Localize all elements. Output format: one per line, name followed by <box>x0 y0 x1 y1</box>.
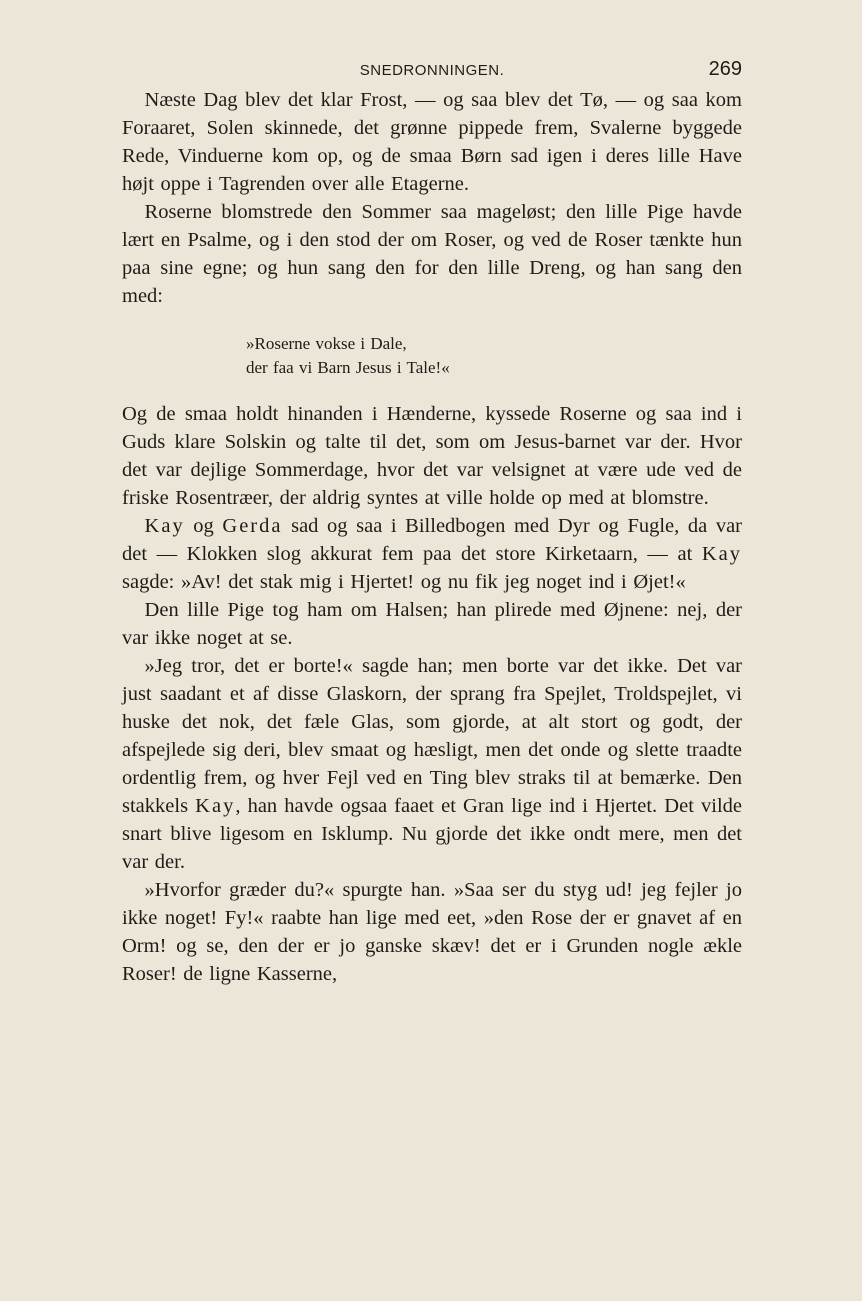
running-title: SNEDRONNINGEN. <box>359 62 505 79</box>
running-head <box>122 0 742 86</box>
page-number: 269 <box>708 58 742 80</box>
paragraph-4-og: og <box>184 515 223 537</box>
paragraph-6-end: , han havde ogsaa faaet et Gran lige ind i Hjertet. Det vilde snart blive ligesom en Isklump. Nu gjorde det ikke ondt mere, men det var der. <box>122 795 743 873</box>
verse-line-2: der faa vi Barn Jesus i Tale!« <box>246 358 450 377</box>
name-kay: Kay <box>144 515 185 537</box>
paragraph-7: »Hvorfor græder du?« spurgte han. »Saa ser du styg ud! jeg fejler jo ikke noget! Fy!« raabte han lige med eet, »den Rose der er gnavet af en Orm! og se, den der er jo ganske skæv! det er i Grunden nogle ækle Roser! de ligne Kasserne, <box>122 879 742 985</box>
paragraph-4-end: sagde: »Av! det stak mig i Hjertet! og nu fik jeg noget ind i Øjet!« <box>122 571 686 593</box>
paragraph-4-mid: sad og saa i Billedbogen med Dyr og Fugle, da var det — Klokken slog akkurat fem paa det store Kirketaarn, — at <box>122 515 742 565</box>
paragraph-6 <box>122 652 742 876</box>
verse-line-1: »Roserne vokse i Dale, <box>246 334 407 353</box>
name-gerda: Gerda <box>222 515 283 537</box>
body-text <box>122 86 742 988</box>
paragraph-1: Næste Dag blev det klar Frost, — og saa blev det Tø, — og saa kom Foraaret, Solen skinnede, det grønne pippede frem, Svalerne byggede Rede, Vinduerne kom op, og de smaa Børn sad igen i deres lille Have højt oppe i Tagrenden over alle Etagerne. <box>122 89 742 195</box>
name-kay: Kay <box>701 543 742 565</box>
paragraph-4 <box>122 512 742 596</box>
name-kay: Kay <box>195 795 236 817</box>
paragraph-3: Og de smaa holdt hinanden i Hænderne, kyssede Roserne og saa ind i Guds klare Solskin og talte til det, som om Jesus-barnet var der. Hvor det var dejlige Sommerdage, hvor det var velsignet at være ude ved de friske Rosentræer, der aldrig syntes at ville holde op med at blomstre. <box>122 403 742 509</box>
paragraph-2: Roserne blomstrede den Sommer saa mageløst; den lille Pige havde lært en Psalme, og i den stod der om Roser, og ved de Roser tænkte hun paa sine egne; og hun sang den for den lille Dreng, og han sang den med: <box>122 201 742 307</box>
paragraph-5: Den lille Pige tog ham om Halsen; han plirede med Øjnene: nej, der var ikke noget at se. <box>122 599 742 649</box>
paragraph-6-start: »Jeg tror, det er borte!« sagde han; men borte var det ikke. Det var just saadant et af disse Glaskorn, der sprang fra Spejlet, Troldspejlet, vi huske det nok, det fæle Glas, som gjorde, at alt stort og godt, der afspejlede sig deri, blev smaat og hæsligt, men det onde og slette traadte ordentlig frem, og hver Fejl ved en Ting blev straks til at bemærke. Den stakkels <box>122 655 742 817</box>
verse-block <box>122 332 742 380</box>
